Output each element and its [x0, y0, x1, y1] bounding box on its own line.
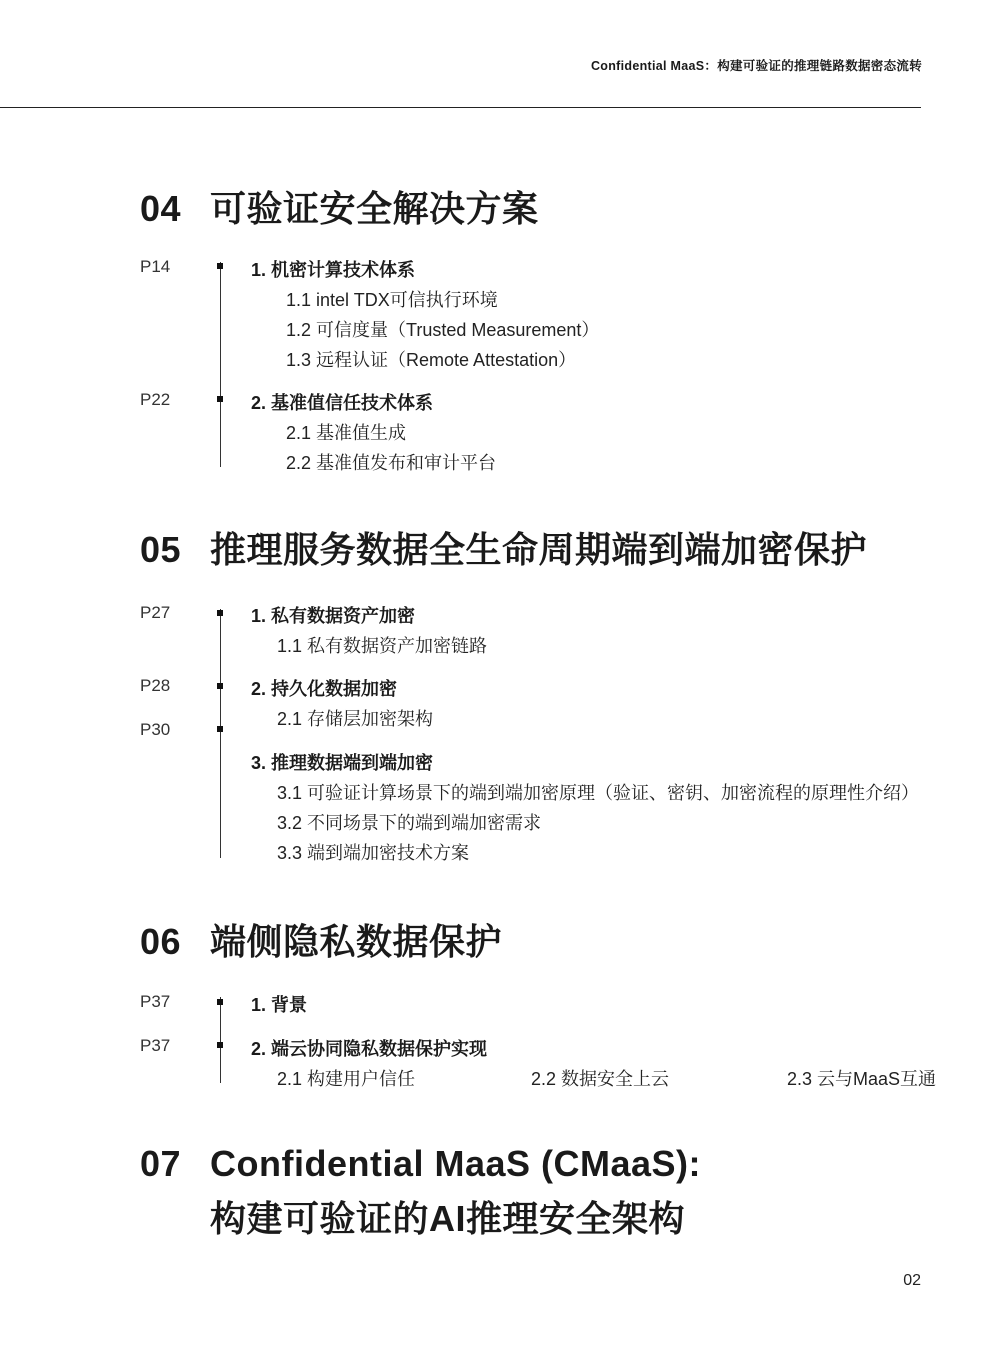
page-ref[interactable]: P22	[140, 390, 171, 409]
toc-subentry[interactable]: 2.2 基准值发布和审计平台	[286, 453, 497, 473]
toc-entry-heading[interactable]: 1. 私有数据资产加密	[251, 606, 416, 626]
toc-subentry[interactable]: 3.2 不同场景下的端到端加密需求	[277, 813, 542, 833]
section-05-title	[140, 522, 867, 573]
toc-entry-heading[interactable]: 2. 端云协同隐私数据保护实现	[251, 1039, 488, 1059]
section-heading: Confidential MaaS (CMaaS):	[210, 1143, 702, 1184]
page-ref[interactable]: P27	[140, 603, 171, 622]
toc-bullet-marker	[217, 396, 223, 402]
page-ref[interactable]: P30	[140, 720, 171, 739]
toc-bullet-marker	[217, 263, 223, 269]
section-heading: 端侧隐私数据保护	[210, 921, 503, 962]
toc-timeline-line	[220, 262, 221, 467]
toc-bullet-marker	[217, 610, 223, 616]
toc-subentry[interactable]: 2.1 存储层加密架构	[277, 709, 434, 729]
section-heading: 可验证安全解决方案	[210, 188, 539, 229]
page-number: 02	[903, 1272, 921, 1289]
toc-subentry[interactable]: 2.1 基准值生成	[286, 423, 407, 443]
toc-bullet-marker	[217, 683, 223, 689]
toc-subentry[interactable]: 1.3 远程认证（Remote Attestation）	[286, 350, 577, 370]
toc-subentry[interactable]: 2.2 数据安全上云	[531, 1069, 670, 1089]
page-ref[interactable]: P37	[140, 992, 171, 1011]
toc-subentry[interactable]: 1.2 可信度量（Trusted Measurement）	[286, 320, 600, 340]
section-04-title	[140, 181, 539, 232]
running-header-title: Confidential MaaS：构建可验证的推理链路数据密态流转	[590, 59, 922, 73]
toc-entry-heading[interactable]: 2. 持久化数据加密	[251, 679, 398, 699]
toc-subentry[interactable]: 3.1 可验证计算场景下的端到端加密原理（验证、密钥、加密流程的原理性介绍）	[277, 783, 920, 803]
toc-subentry[interactable]: 2.3 云与MaaS互通	[787, 1069, 937, 1089]
toc-entry-heading[interactable]: 2. 基准值信任技术体系	[251, 393, 434, 413]
section-number: 06	[140, 921, 182, 962]
toc-bullet-marker	[217, 726, 223, 732]
toc-entry-heading[interactable]: 1. 背景	[251, 995, 308, 1015]
section-heading-line2: 构建可验证的AI推理安全架构	[210, 1198, 686, 1239]
toc-subentry[interactable]: 3.3 端到端加密技术方案	[277, 843, 470, 863]
section-06-title	[140, 914, 502, 965]
section-07-title	[140, 1143, 702, 1239]
toc-timeline-line	[220, 997, 221, 1083]
section-number: 07	[140, 1143, 182, 1184]
toc-subentry[interactable]: 1.1 intel TDX可信执行环境	[286, 290, 498, 310]
toc-bullet-marker	[217, 999, 223, 1005]
page-ref[interactable]: P14	[140, 257, 171, 276]
toc-bullet-marker	[217, 1042, 223, 1048]
section-heading: 推理服务数据全生命周期端到端加密保护	[210, 529, 868, 570]
section-number: 04	[140, 188, 182, 229]
header-divider	[0, 107, 921, 108]
toc-entry-heading[interactable]: 1. 机密计算技术体系	[251, 260, 416, 280]
toc-subentry[interactable]: 2.1 构建用户信任	[277, 1069, 416, 1089]
toc-timeline-line	[220, 609, 221, 858]
page-ref[interactable]: P37	[140, 1036, 171, 1055]
toc-subentry[interactable]: 1.1 私有数据资产加密链路	[277, 636, 488, 656]
toc-entry-heading[interactable]: 3. 推理数据端到端加密	[251, 753, 434, 773]
page-ref[interactable]: P28	[140, 676, 171, 695]
section-number: 05	[140, 529, 182, 570]
